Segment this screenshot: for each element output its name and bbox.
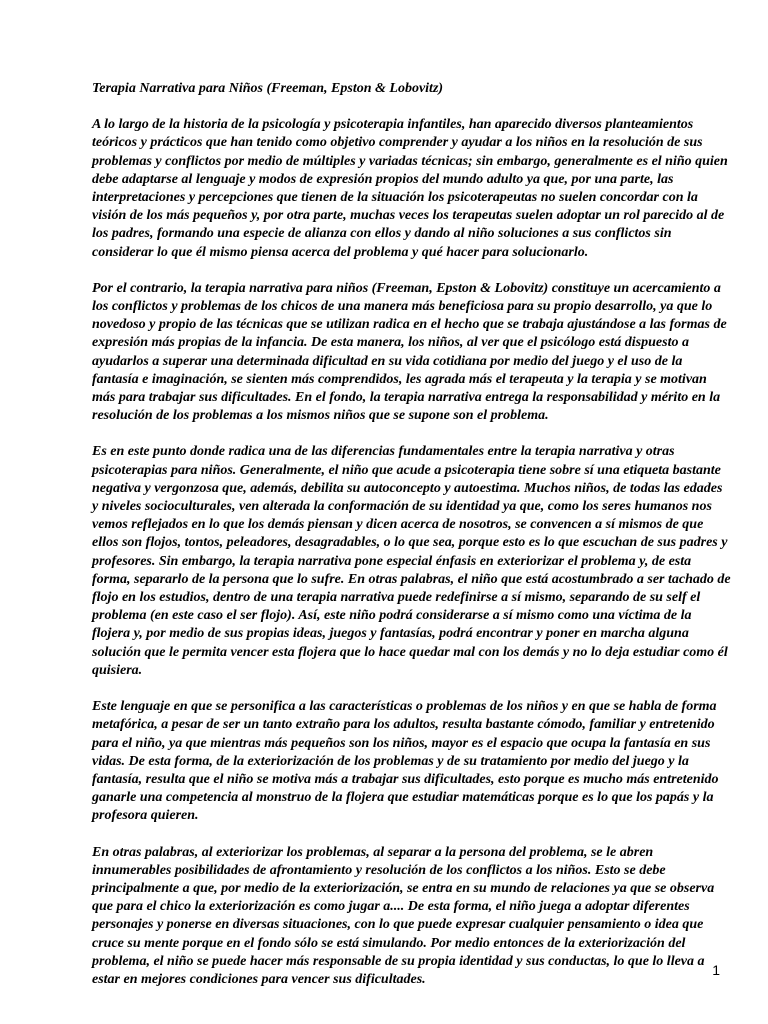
paragraph-5: En otras palabras, al exteriorizar los problemas, al separar a la persona del problema, se le abren innumerables posibilidades de afrontamiento y resolución de los conflictos a los niños. Esto se debe principalmente a que, por medio de la exteriorización, se entra en su mundo de relaciones ya que se observa que para el chico la exteriorización es como jugar a.... De esta forma, el niño juega a adoptar diferentes personajes y ponerse en diversas situaciones, con lo que puede expresar cualquier pensamiento o idea que cruce su mente porque en el fondo sólo se está simulando. Por medio entonces de la exteriorización del problema, el niño se puede hacer más responsable de su propia identidad y sus conductas, lo que lo lleva a estar en mejores condiciones para vencer sus dificultades. [92, 844, 715, 987]
paragraph-3: Es en este punto donde radica una de las diferencias fundamentales entre la terapia narrativa y otras psicoterapias para niños. Generalmente, el niño que acude a psicoterapia tiene sobre sí una etiqueta bastante negativa y vergonzosa que, además, debilita su autoconcepto y autoestima. Muchos niños, de todas las edades y niveles socioculturales, ven alterada la conformación de su identidad ya que, como los seres humanos nos vemos reflejados en lo que los demás piensan y dicen acerca de nosotros, se convencen a sí mismos de que ellos son flojos, tontos, peleadores, desagradables, o lo que sea, porque esto es lo que escuchan de sus padres y profesores. Sin embargo, la terapia narrativa pone especial énfasis en exteriorizar el problema y, de esta forma, separarlo de la persona que lo sufre. En otras palabras, el niño que está acostumbrado a ser tachado de flojo en los estudios, dentro de una terapia narrativa puede redefinirse a sí mismo, separando de su self el problema (en este caso el ser flojo). Así, este niño podrá considerarse a sí mismo como una víctima de la flojera y, por medio de sus propias ideas, juegos y fantasías, podrá encontrar y poner en marcha alguna solución que le permita vencer esta flojera que lo hace quedar mal con los demás y no lo deja estudiar como él quisiera. [92, 444, 731, 678]
paragraph-4: Este lenguaje en que se personifica a las características o problemas de los niños y en que se habla de forma metafórica, a pesar de ser un tanto extraño para los adultos, resulta bastante cómodo, familiar y entretenido para el niño, ya que mientras más pequeños son los niños, mayor es el espacio que ocupa la fantasía en sus vidas. De esta forma, de la exteriorización de los problemas y de su tratamiento por medio del juego y la fantasía, resulta que el niño se motiva más a trabajar sus dificultades, esto porque es mucho más entretenido ganarle una competencia al monstruo de la flojera que estudiar matemáticas porque es lo que los papás y la profesora quieren. [92, 699, 719, 824]
document-title: Terapia Narrativa para Niños (Freeman, Epston & Lobovitz) [92, 81, 444, 96]
page-number: 1 [712, 962, 720, 978]
paragraph-2: Por el contrario, la terapia narrativa para niños (Freeman, Epston & Lobovitz) constituye un acercamiento a los conflictos y problemas de los chicos de una manera más beneficiosa para su propio desarrollo, ya que lo novedoso y propio de las técnicas que se utilizan radica en el hecho que se trabaja ajustándose a las formas de expresión más propias de la infancia. De esta manera, los niños, al ver que el psicólogo está dispuesto a ayudarlos a superar una determinada dificultad en su vida cotidiana por medio del juego y el uso de la fantasía e imaginación, se sienten más comprendidos, les agrada más el terapeuta y la terapia y se motivan más para trabajar sus dificultades. En el fondo, la terapia narrativa entrega la responsabilidad y mérito en la resolución de los problemas a los mismos niños que se supone son el problema. [92, 280, 727, 424]
paragraph-1: A lo largo de la historia de la psicología y psicoterapia infantiles, han aparecido diversos planteamientos teóricos y prácticos que han tenido como objetivo comprender y ayudar a los niños en la resolución de sus problemas y conflictos por medio de múltiples y variadas técnicas; sin embargo, generalmente es el niño quien debe adaptarse al lenguaje y modos de expresión propios del mundo adulto ya que, por una parte, las interpretaciones y percepciones que tienen de la situación los psicoterapeutas no suelen concordar con la visión de los más pequeños y, por otra parte, muchas veces los terapeutas suelen adoptar un rol parecido al de los padres, formando una especie de alianza con ellos y dando al niño soluciones a sus conflictos sin considerar lo que él mismo piensa acerca del problema y qué hacer para solucionarlo. [92, 117, 728, 260]
document-body [92, 80, 732, 1007]
